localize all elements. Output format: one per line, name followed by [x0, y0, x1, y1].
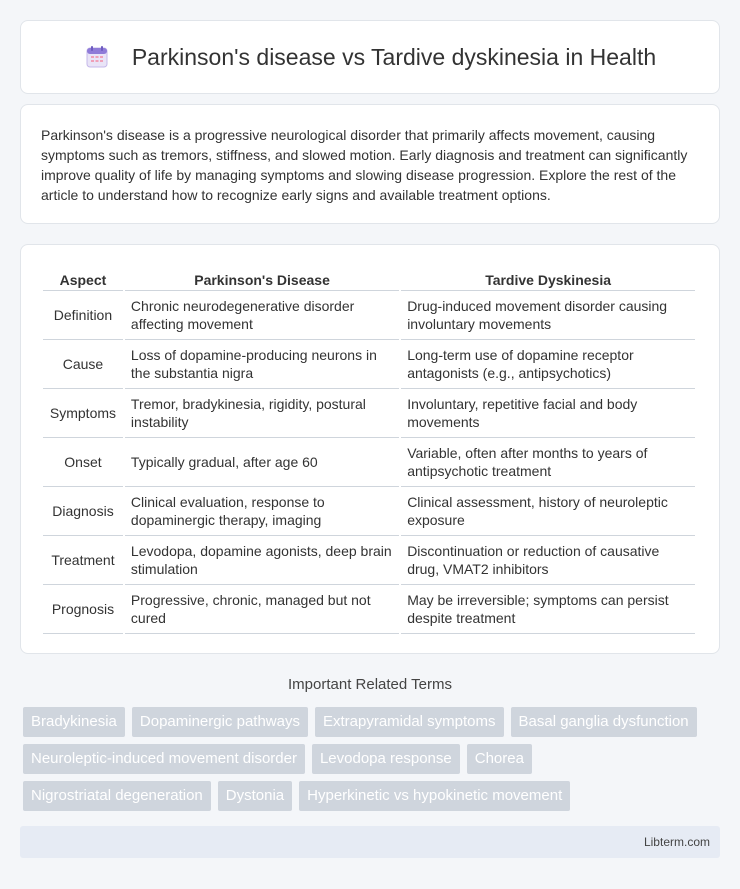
related-term-tag[interactable]: Neuroleptic-induced movement disorder — [23, 744, 305, 774]
related-term-tag[interactable]: Levodopa response — [312, 744, 460, 774]
table-row — [43, 291, 695, 340]
table-cell-aspect: Prognosis — [43, 585, 123, 634]
related-term-tag[interactable]: Bradykinesia — [23, 707, 125, 737]
related-term-tag[interactable]: Extrapyramidal symptoms — [315, 707, 504, 737]
related-term-tag[interactable]: Basal ganglia dysfunction — [511, 707, 697, 737]
table-cell: Loss of dopamine-producing neurons in the substantia nigra — [125, 340, 399, 389]
table-cell-aspect: Diagnosis — [43, 487, 123, 536]
table-cell: Chronic neurodegenerative disorder affecting movement — [125, 291, 399, 340]
table-cell-aspect: Onset — [43, 438, 123, 487]
table-cell: Long-term use of dopamine receptor antagonists (e.g., antipsychotics) — [401, 340, 695, 389]
table-cell: Clinical evaluation, response to dopaminergic therapy, imaging — [125, 487, 399, 536]
related-terms-list — [23, 707, 723, 818]
table-cell-aspect: Definition — [43, 291, 123, 340]
table-row — [43, 536, 695, 585]
intro-card — [20, 104, 720, 224]
table-cell: Drug-induced movement disorder causing involuntary movements — [401, 291, 695, 340]
table-row — [43, 340, 695, 389]
table-cell-aspect: Cause — [43, 340, 123, 389]
table-header: Tardive Dyskinesia — [401, 265, 695, 291]
table-header: Parkinson's Disease — [125, 265, 399, 291]
table-row — [43, 487, 695, 536]
table-row — [43, 438, 695, 487]
header-card — [20, 20, 720, 94]
table-cell: Discontinuation or reduction of causative drug, VMAT2 inhibitors — [401, 536, 695, 585]
table-cell: Typically gradual, after age 60 — [125, 438, 399, 487]
table-header: Aspect — [43, 265, 123, 291]
table-row — [43, 389, 695, 438]
table-cell: Levodopa, dopamine agonists, deep brain stimulation — [125, 536, 399, 585]
table-cell: Tremor, bradykinesia, rigidity, postural instability — [125, 389, 399, 438]
comparison-table — [41, 265, 697, 634]
related-term-tag[interactable]: Hyperkinetic vs hypokinetic movement — [299, 781, 570, 811]
footer — [20, 826, 720, 858]
table-cell: Involuntary, repetitive facial and body movements — [401, 389, 695, 438]
table-cell: Progressive, chronic, managed but not cured — [125, 585, 399, 634]
related-term-tag[interactable]: Chorea — [467, 744, 532, 774]
table-row — [43, 585, 695, 634]
intro-text: Parkinson's disease is a progressive neurological disorder that primarily affects movement, causing symptoms such as tremors, stiffness, and slowed motion. Early diagnosis and treatment can significantly improve quality of life by managing symptoms and slowing disease progression. Explore the rest of the article to understand how to recognize early signs and available treatment options. — [41, 127, 688, 203]
related-terms-title: Important Related Terms — [288, 676, 452, 693]
related-term-tag[interactable]: Dopaminergic pathways — [132, 707, 308, 737]
table-cell: Clinical assessment, history of neuroleptic exposure — [401, 487, 695, 536]
table-cell: May be irreversible; symptoms can persist despite treatment — [401, 585, 695, 634]
comparison-card — [20, 244, 720, 654]
related-term-tag[interactable]: Nigrostriatal degeneration — [23, 781, 211, 811]
related-term-tag[interactable]: Dystonia — [218, 781, 292, 811]
table-cell-aspect: Treatment — [43, 536, 123, 585]
table-header-row — [43, 265, 695, 291]
table-cell: Variable, often after months to years of antipsychotic treatment — [401, 438, 695, 487]
page-title: Parkinson's disease vs Tardive dyskinesia in Health — [131, 43, 657, 70]
calendar-icon — [84, 44, 110, 70]
table-cell-aspect: Symptoms — [43, 389, 123, 438]
footer-site-link[interactable]: Libterm.com — [643, 835, 710, 849]
